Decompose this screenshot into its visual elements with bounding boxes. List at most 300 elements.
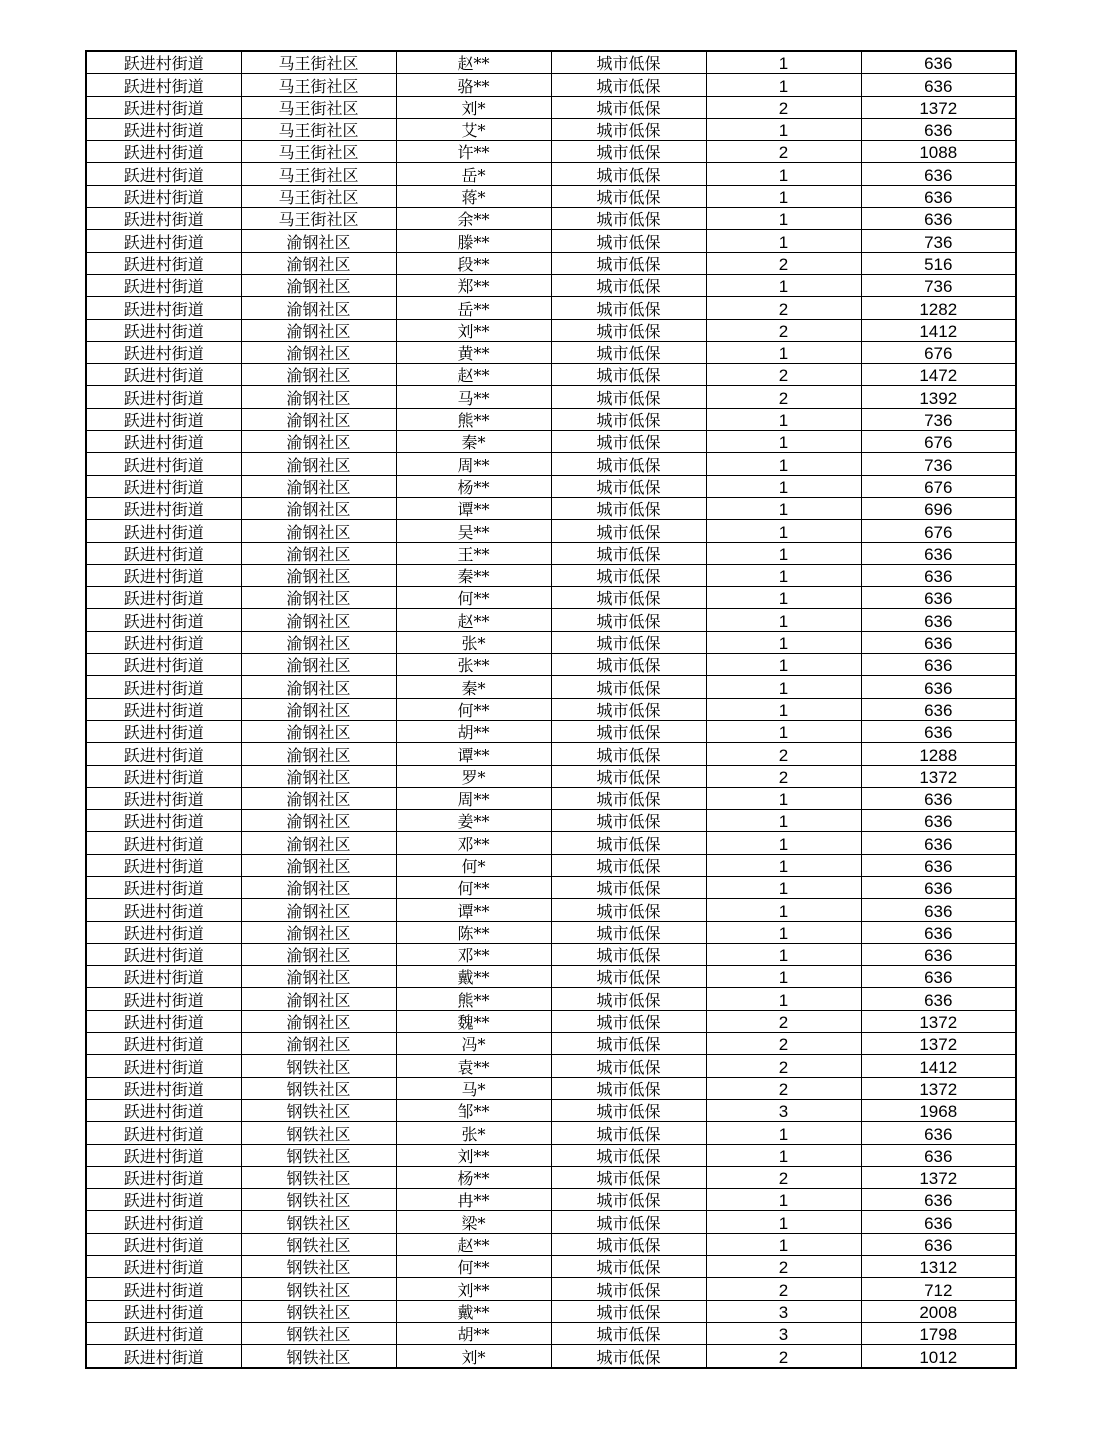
community-cell: 渝钢社区 bbox=[241, 431, 396, 453]
name-cell: 赵** bbox=[396, 364, 551, 386]
amount-cell: 636 bbox=[861, 966, 1016, 988]
name-cell: 冉** bbox=[396, 1189, 551, 1211]
amount-cell: 1372 bbox=[861, 1077, 1016, 1099]
subdistrict-cell: 跃进村街道 bbox=[86, 676, 241, 698]
table-row bbox=[86, 185, 1016, 207]
household-size-cell: 1 bbox=[706, 564, 861, 586]
household-size-cell: 1 bbox=[706, 408, 861, 430]
community-cell: 渝钢社区 bbox=[241, 1010, 396, 1032]
household-size-cell: 2 bbox=[706, 765, 861, 787]
amount-cell: 1288 bbox=[861, 743, 1016, 765]
community-cell: 钢铁社区 bbox=[241, 1099, 396, 1121]
household-size-cell: 1 bbox=[706, 1211, 861, 1233]
name-cell: 岳* bbox=[396, 163, 551, 185]
subdistrict-cell: 跃进村街道 bbox=[86, 163, 241, 185]
subdistrict-cell: 跃进村街道 bbox=[86, 252, 241, 274]
amount-cell: 736 bbox=[861, 408, 1016, 430]
name-cell: 梁* bbox=[396, 1211, 551, 1233]
subdistrict-cell: 跃进村街道 bbox=[86, 587, 241, 609]
household-size-cell: 1 bbox=[706, 876, 861, 898]
amount-cell: 636 bbox=[861, 163, 1016, 185]
amount-cell: 2008 bbox=[861, 1300, 1016, 1322]
subdistrict-cell: 跃进村街道 bbox=[86, 185, 241, 207]
community-cell: 渝钢社区 bbox=[241, 698, 396, 720]
household-size-cell: 2 bbox=[706, 1345, 861, 1368]
amount-cell: 636 bbox=[861, 631, 1016, 653]
table-row bbox=[86, 1300, 1016, 1322]
community-cell: 渝钢社区 bbox=[241, 720, 396, 742]
community-cell: 渝钢社区 bbox=[241, 609, 396, 631]
assistance-type-cell: 城市低保 bbox=[551, 698, 706, 720]
table-row bbox=[86, 208, 1016, 230]
subdistrict-cell: 跃进村街道 bbox=[86, 1144, 241, 1166]
subdistrict-cell: 跃进村街道 bbox=[86, 988, 241, 1010]
table-row bbox=[86, 832, 1016, 854]
table-row bbox=[86, 1322, 1016, 1344]
community-cell: 渝钢社区 bbox=[241, 943, 396, 965]
name-cell: 段** bbox=[396, 252, 551, 274]
assistance-type-cell: 城市低保 bbox=[551, 943, 706, 965]
table-row bbox=[86, 966, 1016, 988]
amount-cell: 1312 bbox=[861, 1256, 1016, 1278]
table-row bbox=[86, 1278, 1016, 1300]
table-row bbox=[86, 654, 1016, 676]
subdistrict-cell: 跃进村街道 bbox=[86, 899, 241, 921]
household-size-cell: 1 bbox=[706, 475, 861, 497]
amount-cell: 636 bbox=[861, 542, 1016, 564]
assistance-type-cell: 城市低保 bbox=[551, 74, 706, 96]
subdistrict-cell: 跃进村街道 bbox=[86, 1189, 241, 1211]
subdistrict-cell: 跃进村街道 bbox=[86, 208, 241, 230]
assistance-type-cell: 城市低保 bbox=[551, 386, 706, 408]
table-row bbox=[86, 319, 1016, 341]
community-cell: 渝钢社区 bbox=[241, 631, 396, 653]
table-row bbox=[86, 1099, 1016, 1121]
name-cell: 罗* bbox=[396, 765, 551, 787]
subdistrict-cell: 跃进村街道 bbox=[86, 1099, 241, 1121]
name-cell: 戴** bbox=[396, 1300, 551, 1322]
assistance-type-cell: 城市低保 bbox=[551, 141, 706, 163]
community-cell: 渝钢社区 bbox=[241, 1033, 396, 1055]
subdistrict-cell: 跃进村街道 bbox=[86, 1256, 241, 1278]
name-cell: 秦* bbox=[396, 431, 551, 453]
household-size-cell: 2 bbox=[706, 1256, 861, 1278]
household-size-cell: 1 bbox=[706, 587, 861, 609]
amount-cell: 736 bbox=[861, 453, 1016, 475]
table-row bbox=[86, 631, 1016, 653]
household-size-cell: 1 bbox=[706, 787, 861, 809]
amount-cell: 636 bbox=[861, 720, 1016, 742]
table-row bbox=[86, 988, 1016, 1010]
amount-cell: 636 bbox=[861, 698, 1016, 720]
name-cell: 黄** bbox=[396, 341, 551, 363]
name-cell: 谭** bbox=[396, 743, 551, 765]
assistance-type-cell: 城市低保 bbox=[551, 988, 706, 1010]
community-cell: 钢铁社区 bbox=[241, 1300, 396, 1322]
assistance-type-cell: 城市低保 bbox=[551, 341, 706, 363]
table-row bbox=[86, 1144, 1016, 1166]
name-cell: 张* bbox=[396, 631, 551, 653]
community-cell: 渝钢社区 bbox=[241, 743, 396, 765]
name-cell: 戴** bbox=[396, 966, 551, 988]
household-size-cell: 2 bbox=[706, 743, 861, 765]
assistance-type-cell: 城市低保 bbox=[551, 208, 706, 230]
amount-cell: 636 bbox=[861, 832, 1016, 854]
amount-cell: 636 bbox=[861, 587, 1016, 609]
assistance-type-cell: 城市低保 bbox=[551, 1010, 706, 1032]
assistance-recipients-table bbox=[85, 50, 1017, 1369]
assistance-type-cell: 城市低保 bbox=[551, 1300, 706, 1322]
name-cell: 何** bbox=[396, 1256, 551, 1278]
community-cell: 渝钢社区 bbox=[241, 988, 396, 1010]
amount-cell: 636 bbox=[861, 564, 1016, 586]
name-cell: 魏** bbox=[396, 1010, 551, 1032]
name-cell: 周** bbox=[396, 453, 551, 475]
subdistrict-cell: 跃进村街道 bbox=[86, 966, 241, 988]
name-cell: 赵** bbox=[396, 51, 551, 74]
household-size-cell: 1 bbox=[706, 208, 861, 230]
subdistrict-cell: 跃进村街道 bbox=[86, 1300, 241, 1322]
name-cell: 蒋* bbox=[396, 185, 551, 207]
community-cell: 马王街社区 bbox=[241, 163, 396, 185]
name-cell: 熊** bbox=[396, 408, 551, 430]
table-row bbox=[86, 943, 1016, 965]
household-size-cell: 1 bbox=[706, 921, 861, 943]
community-cell: 渝钢社区 bbox=[241, 876, 396, 898]
amount-cell: 1798 bbox=[861, 1322, 1016, 1344]
household-size-cell: 2 bbox=[706, 141, 861, 163]
community-cell: 渝钢社区 bbox=[241, 475, 396, 497]
subdistrict-cell: 跃进村街道 bbox=[86, 51, 241, 74]
household-size-cell: 1 bbox=[706, 988, 861, 1010]
subdistrict-cell: 跃进村街道 bbox=[86, 408, 241, 430]
household-size-cell: 1 bbox=[706, 230, 861, 252]
household-size-cell: 2 bbox=[706, 297, 861, 319]
amount-cell: 636 bbox=[861, 1211, 1016, 1233]
community-cell: 渝钢社区 bbox=[241, 408, 396, 430]
amount-cell: 1282 bbox=[861, 297, 1016, 319]
subdistrict-cell: 跃进村街道 bbox=[86, 1211, 241, 1233]
table-row bbox=[86, 1166, 1016, 1188]
household-size-cell: 1 bbox=[706, 163, 861, 185]
table-row bbox=[86, 520, 1016, 542]
household-size-cell: 2 bbox=[706, 1055, 861, 1077]
name-cell: 刘** bbox=[396, 1278, 551, 1300]
name-cell: 余** bbox=[396, 208, 551, 230]
amount-cell: 516 bbox=[861, 252, 1016, 274]
assistance-type-cell: 城市低保 bbox=[551, 676, 706, 698]
assistance-type-cell: 城市低保 bbox=[551, 364, 706, 386]
table-row bbox=[86, 118, 1016, 140]
assistance-type-cell: 城市低保 bbox=[551, 475, 706, 497]
table-row bbox=[86, 609, 1016, 631]
subdistrict-cell: 跃进村街道 bbox=[86, 141, 241, 163]
table-row bbox=[86, 787, 1016, 809]
household-size-cell: 1 bbox=[706, 431, 861, 453]
assistance-type-cell: 城市低保 bbox=[551, 1033, 706, 1055]
subdistrict-cell: 跃进村街道 bbox=[86, 1166, 241, 1188]
table-row bbox=[86, 542, 1016, 564]
household-size-cell: 1 bbox=[706, 453, 861, 475]
assistance-type-cell: 城市低保 bbox=[551, 1278, 706, 1300]
amount-cell: 1012 bbox=[861, 1345, 1016, 1368]
community-cell: 渝钢社区 bbox=[241, 297, 396, 319]
household-size-cell: 1 bbox=[706, 899, 861, 921]
table-row bbox=[86, 1345, 1016, 1368]
assistance-type-cell: 城市低保 bbox=[551, 252, 706, 274]
amount-cell: 636 bbox=[861, 876, 1016, 898]
subdistrict-cell: 跃进村街道 bbox=[86, 720, 241, 742]
name-cell: 艾* bbox=[396, 118, 551, 140]
name-cell: 赵** bbox=[396, 609, 551, 631]
amount-cell: 1372 bbox=[861, 1166, 1016, 1188]
name-cell: 袁** bbox=[396, 1055, 551, 1077]
table-row bbox=[86, 141, 1016, 163]
household-size-cell: 2 bbox=[706, 1278, 861, 1300]
assistance-type-cell: 城市低保 bbox=[551, 520, 706, 542]
community-cell: 渝钢社区 bbox=[241, 564, 396, 586]
name-cell: 张** bbox=[396, 654, 551, 676]
amount-cell: 636 bbox=[861, 1233, 1016, 1255]
name-cell: 杨** bbox=[396, 475, 551, 497]
name-cell: 谭** bbox=[396, 899, 551, 921]
assistance-type-cell: 城市低保 bbox=[551, 96, 706, 118]
community-cell: 渝钢社区 bbox=[241, 676, 396, 698]
subdistrict-cell: 跃进村街道 bbox=[86, 1122, 241, 1144]
community-cell: 渝钢社区 bbox=[241, 230, 396, 252]
table-row bbox=[86, 921, 1016, 943]
amount-cell: 636 bbox=[861, 1144, 1016, 1166]
subdistrict-cell: 跃进村街道 bbox=[86, 1033, 241, 1055]
name-cell: 胡** bbox=[396, 720, 551, 742]
name-cell: 刘** bbox=[396, 319, 551, 341]
household-size-cell: 1 bbox=[706, 810, 861, 832]
name-cell: 姜** bbox=[396, 810, 551, 832]
subdistrict-cell: 跃进村街道 bbox=[86, 497, 241, 519]
subdistrict-cell: 跃进村街道 bbox=[86, 1322, 241, 1344]
community-cell: 马王街社区 bbox=[241, 51, 396, 74]
amount-cell: 1372 bbox=[861, 96, 1016, 118]
assistance-type-cell: 城市低保 bbox=[551, 654, 706, 676]
amount-cell: 1372 bbox=[861, 1010, 1016, 1032]
table-row bbox=[86, 386, 1016, 408]
table-row bbox=[86, 1189, 1016, 1211]
subdistrict-cell: 跃进村街道 bbox=[86, 230, 241, 252]
community-cell: 渝钢社区 bbox=[241, 252, 396, 274]
household-size-cell: 1 bbox=[706, 966, 861, 988]
household-size-cell: 1 bbox=[706, 1144, 861, 1166]
assistance-type-cell: 城市低保 bbox=[551, 631, 706, 653]
subdistrict-cell: 跃进村街道 bbox=[86, 698, 241, 720]
household-size-cell: 2 bbox=[706, 319, 861, 341]
household-size-cell: 1 bbox=[706, 520, 861, 542]
assistance-type-cell: 城市低保 bbox=[551, 765, 706, 787]
amount-cell: 1968 bbox=[861, 1099, 1016, 1121]
amount-cell: 636 bbox=[861, 1122, 1016, 1144]
subdistrict-cell: 跃进村街道 bbox=[86, 297, 241, 319]
household-size-cell: 1 bbox=[706, 631, 861, 653]
name-cell: 邹** bbox=[396, 1099, 551, 1121]
name-cell: 马** bbox=[396, 386, 551, 408]
subdistrict-cell: 跃进村街道 bbox=[86, 854, 241, 876]
name-cell: 何** bbox=[396, 698, 551, 720]
assistance-type-cell: 城市低保 bbox=[551, 1211, 706, 1233]
assistance-type-cell: 城市低保 bbox=[551, 966, 706, 988]
table-row bbox=[86, 743, 1016, 765]
table-row bbox=[86, 1055, 1016, 1077]
subdistrict-cell: 跃进村街道 bbox=[86, 743, 241, 765]
subdistrict-cell: 跃进村街道 bbox=[86, 654, 241, 676]
assistance-type-cell: 城市低保 bbox=[551, 787, 706, 809]
household-size-cell: 1 bbox=[706, 1189, 861, 1211]
subdistrict-cell: 跃进村街道 bbox=[86, 542, 241, 564]
table-row bbox=[86, 564, 1016, 586]
community-cell: 马王街社区 bbox=[241, 96, 396, 118]
table-body bbox=[86, 51, 1016, 1368]
amount-cell: 676 bbox=[861, 431, 1016, 453]
assistance-type-cell: 城市低保 bbox=[551, 497, 706, 519]
table-row bbox=[86, 252, 1016, 274]
table-row bbox=[86, 587, 1016, 609]
table-row bbox=[86, 408, 1016, 430]
assistance-type-cell: 城市低保 bbox=[551, 274, 706, 296]
community-cell: 渝钢社区 bbox=[241, 654, 396, 676]
subdistrict-cell: 跃进村街道 bbox=[86, 1233, 241, 1255]
amount-cell: 636 bbox=[861, 74, 1016, 96]
assistance-type-cell: 城市低保 bbox=[551, 876, 706, 898]
amount-cell: 636 bbox=[861, 51, 1016, 74]
assistance-type-cell: 城市低保 bbox=[551, 1322, 706, 1344]
community-cell: 马王街社区 bbox=[241, 118, 396, 140]
subdistrict-cell: 跃进村街道 bbox=[86, 765, 241, 787]
amount-cell: 636 bbox=[861, 899, 1016, 921]
name-cell: 张* bbox=[396, 1122, 551, 1144]
community-cell: 渝钢社区 bbox=[241, 520, 396, 542]
assistance-type-cell: 城市低保 bbox=[551, 185, 706, 207]
assistance-type-cell: 城市低保 bbox=[551, 453, 706, 475]
amount-cell: 636 bbox=[861, 921, 1016, 943]
assistance-type-cell: 城市低保 bbox=[551, 564, 706, 586]
amount-cell: 636 bbox=[861, 185, 1016, 207]
amount-cell: 636 bbox=[861, 943, 1016, 965]
household-size-cell: 3 bbox=[706, 1322, 861, 1344]
amount-cell: 696 bbox=[861, 497, 1016, 519]
table-row bbox=[86, 899, 1016, 921]
name-cell: 刘* bbox=[396, 96, 551, 118]
subdistrict-cell: 跃进村街道 bbox=[86, 1010, 241, 1032]
assistance-type-cell: 城市低保 bbox=[551, 1122, 706, 1144]
community-cell: 渝钢社区 bbox=[241, 386, 396, 408]
name-cell: 周** bbox=[396, 787, 551, 809]
community-cell: 渝钢社区 bbox=[241, 966, 396, 988]
table-row bbox=[86, 765, 1016, 787]
community-cell: 渝钢社区 bbox=[241, 542, 396, 564]
community-cell: 渝钢社区 bbox=[241, 319, 396, 341]
table-row bbox=[86, 230, 1016, 252]
subdistrict-cell: 跃进村街道 bbox=[86, 386, 241, 408]
community-cell: 渝钢社区 bbox=[241, 453, 396, 475]
amount-cell: 636 bbox=[861, 609, 1016, 631]
household-size-cell: 1 bbox=[706, 654, 861, 676]
table-row bbox=[86, 51, 1016, 74]
community-cell: 钢铁社区 bbox=[241, 1256, 396, 1278]
amount-cell: 636 bbox=[861, 676, 1016, 698]
subdistrict-cell: 跃进村街道 bbox=[86, 921, 241, 943]
table-row bbox=[86, 854, 1016, 876]
name-cell: 冯* bbox=[396, 1033, 551, 1055]
assistance-type-cell: 城市低保 bbox=[551, 1256, 706, 1278]
household-size-cell: 3 bbox=[706, 1099, 861, 1121]
community-cell: 钢铁社区 bbox=[241, 1345, 396, 1368]
name-cell: 何** bbox=[396, 587, 551, 609]
subdistrict-cell: 跃进村街道 bbox=[86, 1278, 241, 1300]
household-size-cell: 1 bbox=[706, 118, 861, 140]
name-cell: 刘* bbox=[396, 1345, 551, 1368]
assistance-type-cell: 城市低保 bbox=[551, 1144, 706, 1166]
assistance-type-cell: 城市低保 bbox=[551, 51, 706, 74]
amount-cell: 636 bbox=[861, 988, 1016, 1010]
assistance-type-cell: 城市低保 bbox=[551, 163, 706, 185]
amount-cell: 636 bbox=[861, 118, 1016, 140]
table-row bbox=[86, 698, 1016, 720]
subdistrict-cell: 跃进村街道 bbox=[86, 475, 241, 497]
assistance-type-cell: 城市低保 bbox=[551, 609, 706, 631]
amount-cell: 636 bbox=[861, 854, 1016, 876]
subdistrict-cell: 跃进村街道 bbox=[86, 1345, 241, 1368]
table-row bbox=[86, 1233, 1016, 1255]
assistance-type-cell: 城市低保 bbox=[551, 408, 706, 430]
subdistrict-cell: 跃进村街道 bbox=[86, 564, 241, 586]
household-size-cell: 2 bbox=[706, 386, 861, 408]
subdistrict-cell: 跃进村街道 bbox=[86, 431, 241, 453]
assistance-type-cell: 城市低保 bbox=[551, 1345, 706, 1368]
community-cell: 渝钢社区 bbox=[241, 810, 396, 832]
amount-cell: 636 bbox=[861, 787, 1016, 809]
subdistrict-cell: 跃进村街道 bbox=[86, 609, 241, 631]
assistance-type-cell: 城市低保 bbox=[551, 118, 706, 140]
subdistrict-cell: 跃进村街道 bbox=[86, 341, 241, 363]
table-row bbox=[86, 364, 1016, 386]
subdistrict-cell: 跃进村街道 bbox=[86, 274, 241, 296]
name-cell: 胡** bbox=[396, 1322, 551, 1344]
household-size-cell: 1 bbox=[706, 832, 861, 854]
household-size-cell: 2 bbox=[706, 96, 861, 118]
amount-cell: 676 bbox=[861, 520, 1016, 542]
community-cell: 渝钢社区 bbox=[241, 854, 396, 876]
amount-cell: 1412 bbox=[861, 319, 1016, 341]
name-cell: 秦** bbox=[396, 564, 551, 586]
assistance-type-cell: 城市低保 bbox=[551, 431, 706, 453]
assistance-type-cell: 城市低保 bbox=[551, 720, 706, 742]
name-cell: 邓** bbox=[396, 832, 551, 854]
household-size-cell: 1 bbox=[706, 51, 861, 74]
amount-cell: 1088 bbox=[861, 141, 1016, 163]
assistance-type-cell: 城市低保 bbox=[551, 832, 706, 854]
household-size-cell: 1 bbox=[706, 497, 861, 519]
amount-cell: 1372 bbox=[861, 765, 1016, 787]
community-cell: 钢铁社区 bbox=[241, 1144, 396, 1166]
assistance-type-cell: 城市低保 bbox=[551, 1189, 706, 1211]
name-cell: 滕** bbox=[396, 230, 551, 252]
name-cell: 何** bbox=[396, 876, 551, 898]
name-cell: 岳** bbox=[396, 297, 551, 319]
assistance-type-cell: 城市低保 bbox=[551, 230, 706, 252]
subdistrict-cell: 跃进村街道 bbox=[86, 876, 241, 898]
amount-cell: 676 bbox=[861, 475, 1016, 497]
household-size-cell: 1 bbox=[706, 720, 861, 742]
amount-cell: 676 bbox=[861, 341, 1016, 363]
table-row bbox=[86, 341, 1016, 363]
